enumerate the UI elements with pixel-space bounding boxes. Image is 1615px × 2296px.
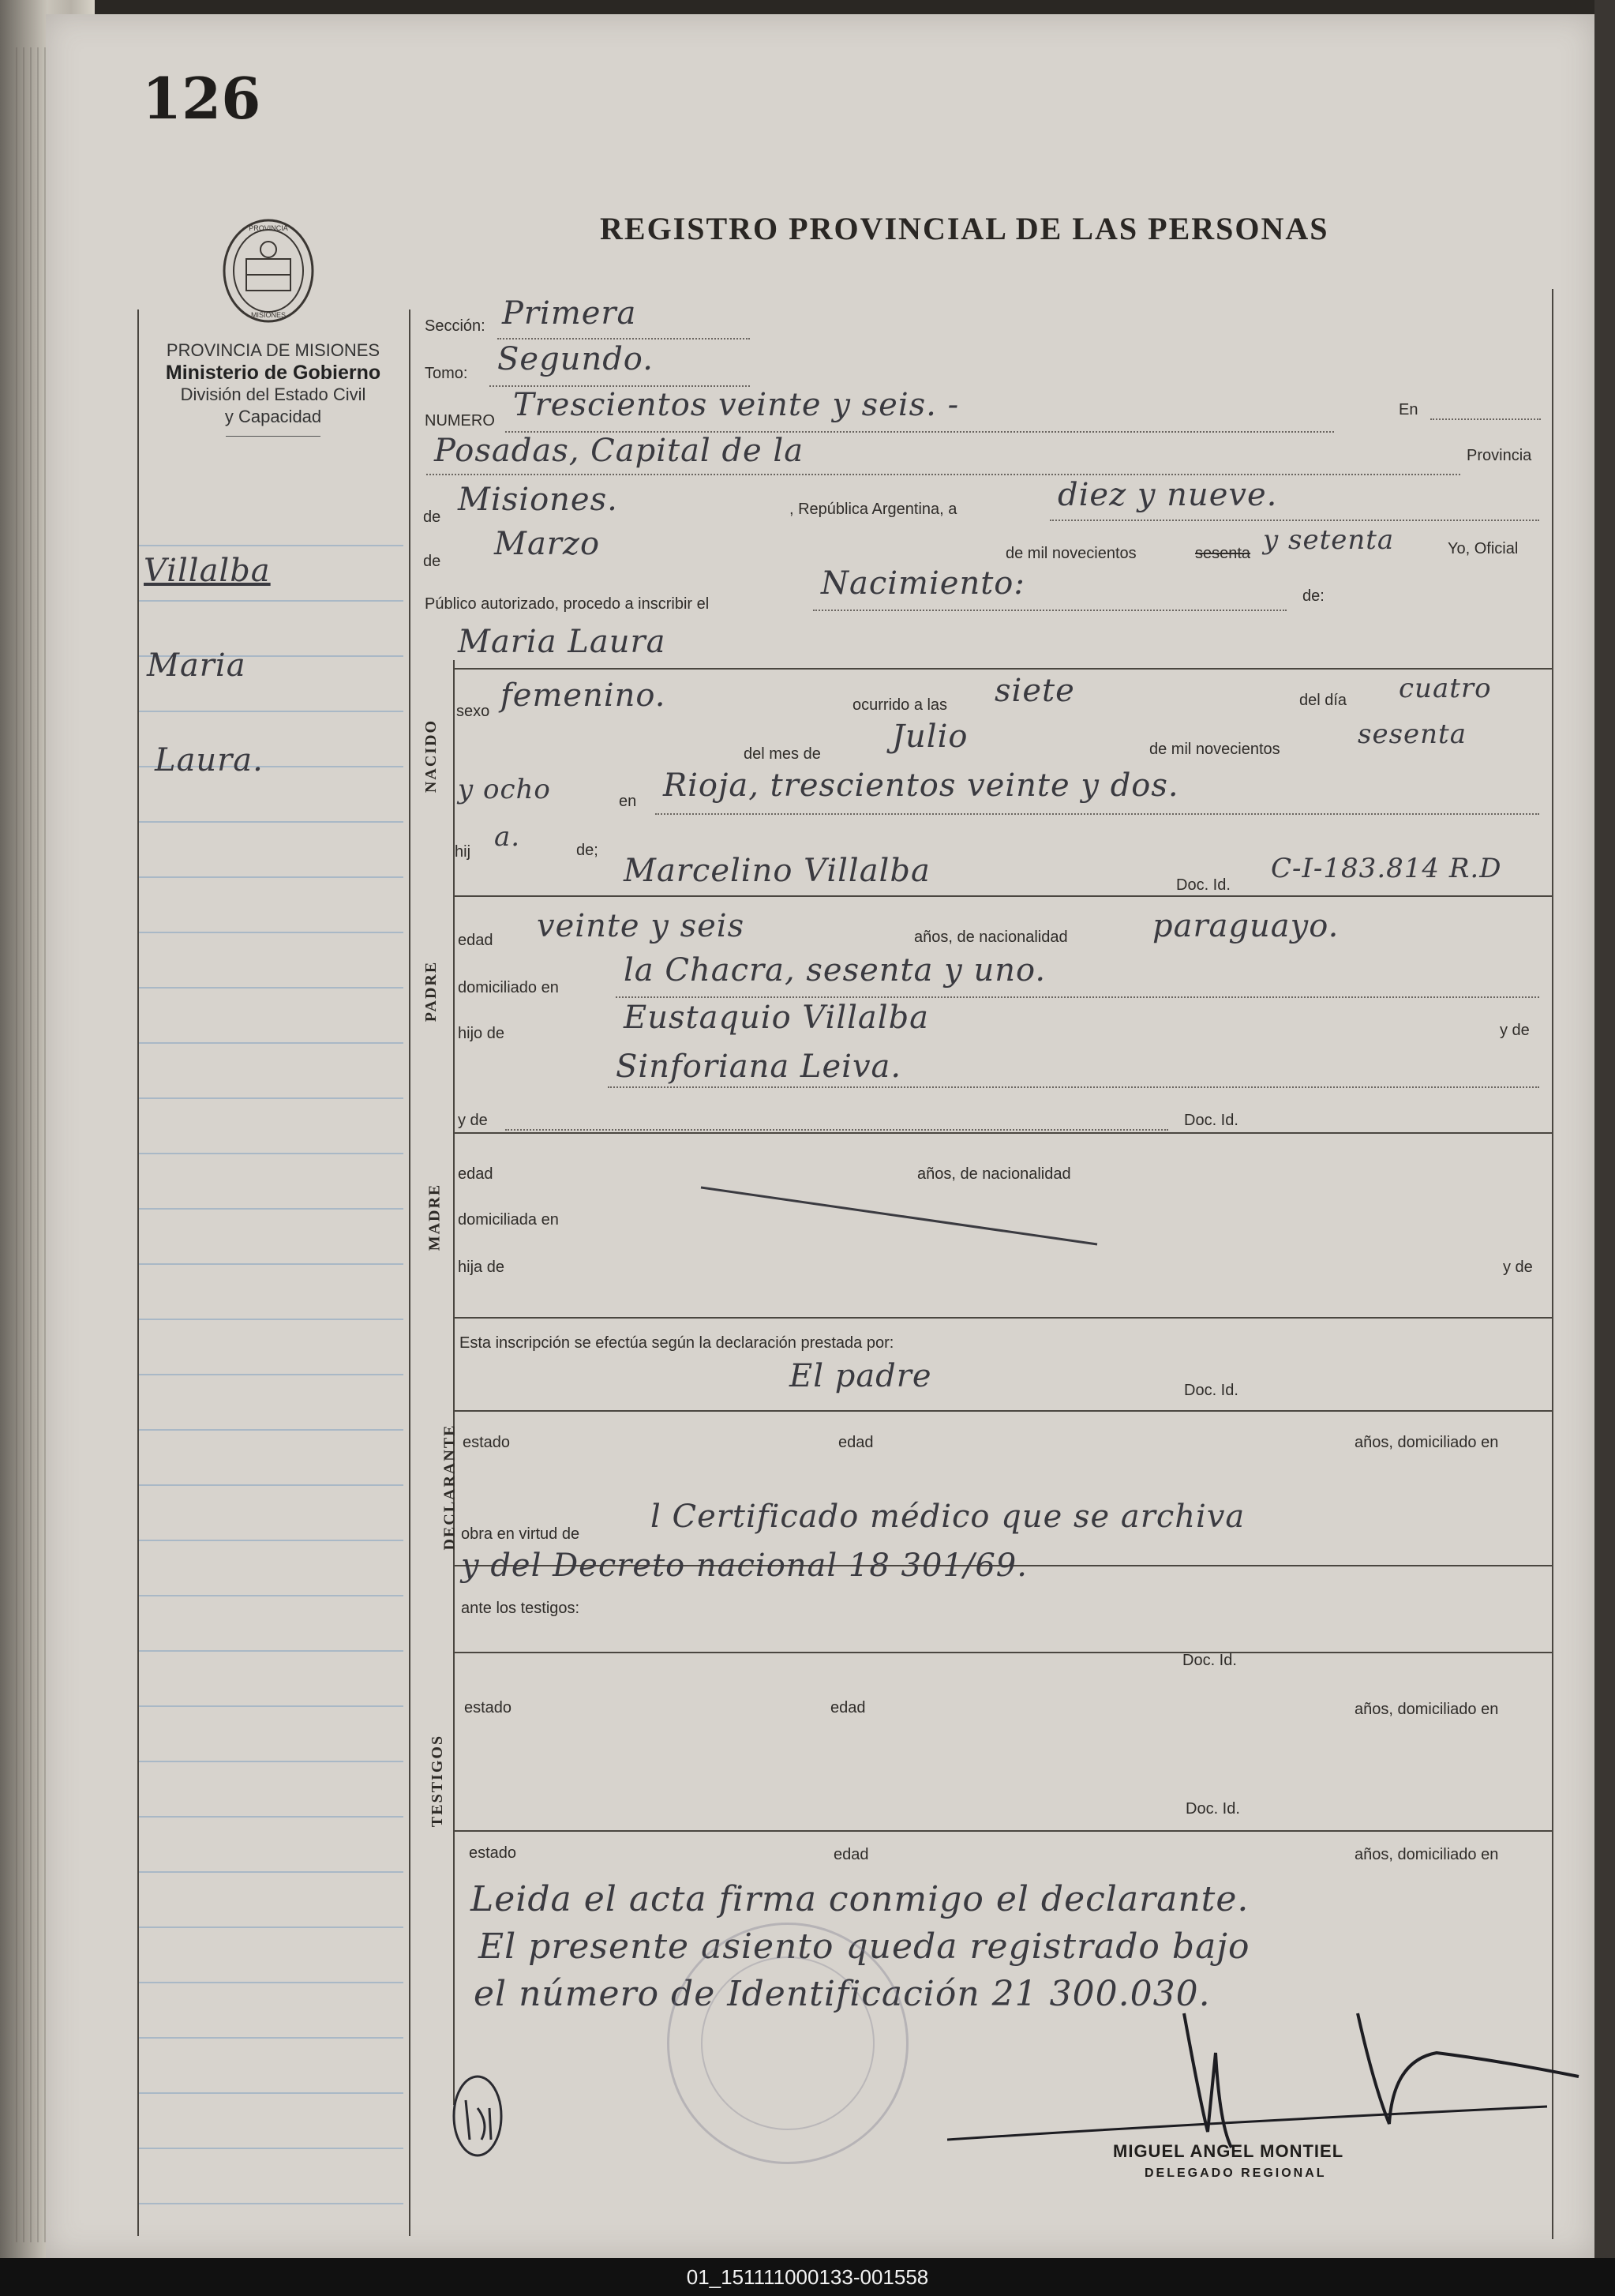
sexo-value: femenino.: [500, 677, 666, 714]
testigo-2-doc-label: Doc. Id.: [1186, 1800, 1240, 1818]
testigo-2-edad-label: edad: [834, 1846, 869, 1863]
testigos-section-label: TESTIGOS: [429, 1734, 447, 1828]
madre-nac-label: años, de nacionalidad: [917, 1165, 1071, 1183]
page-title: REGISTRO PROVINCIAL DE LAS PERSONAS: [600, 211, 1329, 246]
closing-line-3: el número de Identificación 21 300.030.: [474, 1974, 1211, 2014]
madre-edad-label: edad: [458, 1165, 493, 1183]
declarante-intro-label: Esta inscripción se efectúa según la declaración prestada por:: [459, 1334, 894, 1352]
hij-value: a.: [494, 821, 521, 853]
de-label-4: de;: [576, 842, 598, 859]
testigo-1-estado-label: estado: [464, 1699, 512, 1716]
padre-doc-label: Doc. Id.: [1184, 1112, 1238, 1129]
section-label-border: [453, 660, 455, 2105]
madre-dom-label: domiciliada en: [458, 1211, 559, 1229]
obra-label: obra en virtud de: [461, 1525, 580, 1543]
declarante-estado-label: estado: [463, 1434, 511, 1451]
sexo-label: sexo: [456, 703, 490, 720]
republica-label: , República Argentina, a: [789, 501, 957, 518]
ocurrido-label: ocurrido a las: [852, 696, 948, 714]
lugar-value: Rioja, trescientos veinte y dos.: [663, 767, 1179, 804]
day-value: diez y nueve.: [1058, 477, 1278, 513]
en-label: En: [1399, 401, 1418, 418]
dia-value: cuatro: [1399, 673, 1492, 704]
doc-label-nacido: Doc. Id.: [1176, 876, 1231, 894]
book-binding-edge: [1594, 0, 1615, 2258]
obra-value-2: y del Decreto nacional 18 301/69.: [461, 1548, 1028, 1584]
padre-edad-value: veinte y seis: [537, 908, 745, 944]
testigo-2-anos-dom-label: años, domiciliado en: [1355, 1846, 1499, 1863]
testigo-2-estado-label: estado: [469, 1844, 517, 1862]
padre-section-label: PADRE: [422, 960, 440, 1022]
declarante-edad-label: edad: [838, 1434, 874, 1451]
publico-label: Público autorizado, procedo a inscribir el: [425, 595, 710, 613]
hora-value: siete: [995, 673, 1075, 709]
anio-value: sesenta: [1358, 718, 1467, 750]
issuer-rule: [226, 436, 320, 437]
nacido-section-label: NACIDO: [422, 718, 440, 793]
padre-parent-1: Eustaquio Villalba: [624, 1000, 930, 1036]
padre-nac-label: años, de nacionalidad: [914, 929, 1068, 946]
testigo-1-anos-dom-label: años, domiciliado en: [1355, 1701, 1499, 1718]
padre-y-de-label: y de: [1500, 1022, 1530, 1039]
form-left-border: [409, 310, 410, 2236]
obra-value: l Certificado médico que se archiva: [650, 1499, 1246, 1535]
del-mes-label: del mes de: [744, 745, 821, 763]
madre-y-de-label: y de: [1503, 1259, 1533, 1276]
act-value: Nacimiento:: [821, 565, 1025, 602]
official-title: DELEGADO REGIONAL: [1145, 2167, 1327, 2180]
testigo-1-edad-label: edad: [830, 1699, 866, 1716]
testigo-1-doc-label: Doc. Id.: [1182, 1652, 1237, 1669]
ante-testigos-label: ante los testigos:: [461, 1600, 580, 1617]
margin-note-second-name: Laura.: [155, 742, 264, 778]
official-stamp: [667, 1923, 909, 2164]
seccion-label: Sección:: [425, 317, 485, 335]
folio-number: 126: [142, 65, 261, 132]
padre-edad-label: edad: [458, 932, 493, 949]
hij-label: hij: [455, 843, 471, 861]
madre-strike-line: [695, 1181, 1105, 1252]
left-column-border: [137, 310, 139, 2236]
padre-name: Marcelino Villalba: [624, 853, 931, 889]
image-id-footer: 01_151111000133-001558: [0, 2258, 1615, 2296]
provincial-seal-icon: [213, 212, 324, 330]
province-name: PROVINCIA DE MISIONES: [166, 340, 380, 360]
padre-hijo-label: hijo de: [458, 1025, 504, 1042]
tomo-label: Tomo:: [425, 365, 468, 382]
doc-value-nacido: C-I-183.814 R.D: [1271, 853, 1502, 884]
numero-label: NUMERO: [425, 412, 495, 430]
anio-value-2: y ocho: [458, 774, 551, 805]
year-struck-text: sesenta: [1195, 545, 1251, 562]
mil-novecientos-label: de mil novecientos: [1149, 741, 1280, 758]
numero-value: Trescientos veinte y seis. -: [513, 387, 960, 423]
declarant-signature-icon: [434, 2061, 529, 2171]
margin-note-surname: Villalba: [144, 553, 271, 589]
declarante-anos-dom-label: años, domiciliado en: [1355, 1434, 1499, 1451]
de-label-3: de:: [1302, 587, 1325, 605]
madre-section-label: MADRE: [425, 1183, 444, 1251]
padre-y-de-label-2: y de: [458, 1112, 488, 1129]
closing-line-2: El presente asiento queda registrado bajo: [478, 1926, 1250, 1967]
official-name: MIGUEL ANGEL MONTIEL: [1113, 2141, 1344, 2161]
child-name: Maria Laura: [458, 624, 666, 660]
division-line-2: y Capacidad: [224, 407, 322, 426]
form-right-border: [1552, 289, 1553, 2239]
declarante-value: El padre: [789, 1358, 932, 1394]
padre-dom-label: domiciliado en: [458, 979, 559, 996]
padre-parent-2: Sinforiana Leiva.: [616, 1049, 902, 1085]
del-dia-label: del día: [1299, 692, 1347, 709]
year-prefix-label: de mil novecientos: [1006, 545, 1137, 562]
year-value: y setenta: [1263, 524, 1395, 556]
mes-value: Julio: [892, 718, 969, 755]
oficial-label: Yo, Oficial: [1448, 540, 1519, 557]
closing-line-1: Leida el acta firma conmigo el declarante.: [470, 1879, 1250, 1919]
month-value: Marzo: [494, 526, 601, 562]
de-label-2: de: [423, 553, 441, 570]
provincia-label: Provincia: [1467, 447, 1532, 464]
declarante-doc-label: Doc. Id.: [1184, 1382, 1238, 1399]
de-label: de: [423, 508, 441, 526]
margin-note-first-name: Maria: [147, 647, 246, 684]
seal-bottom-text: MISIONES: [250, 311, 287, 319]
place-value: Posadas, Capital de la: [434, 433, 804, 469]
madre-hija-label: hija de: [458, 1259, 504, 1276]
issuer-block: [139, 340, 407, 437]
seccion-value: Primera: [502, 295, 637, 332]
division-line-1: División del Estado Civil: [180, 385, 366, 404]
provincia-value: Misiones.: [458, 482, 618, 518]
en-label-2: en: [619, 793, 637, 810]
seal-top-text: PROVINCIA: [249, 224, 288, 232]
padre-dom-value: la Chacra, sesenta y uno.: [624, 952, 1047, 989]
declarante-section-label: DECLARANTE: [440, 1424, 459, 1551]
ministry-name: Ministerio de Gobierno: [165, 362, 381, 384]
padre-nac-value: paraguayo.: [1152, 908, 1340, 944]
tomo-value: Segundo.: [497, 341, 654, 377]
